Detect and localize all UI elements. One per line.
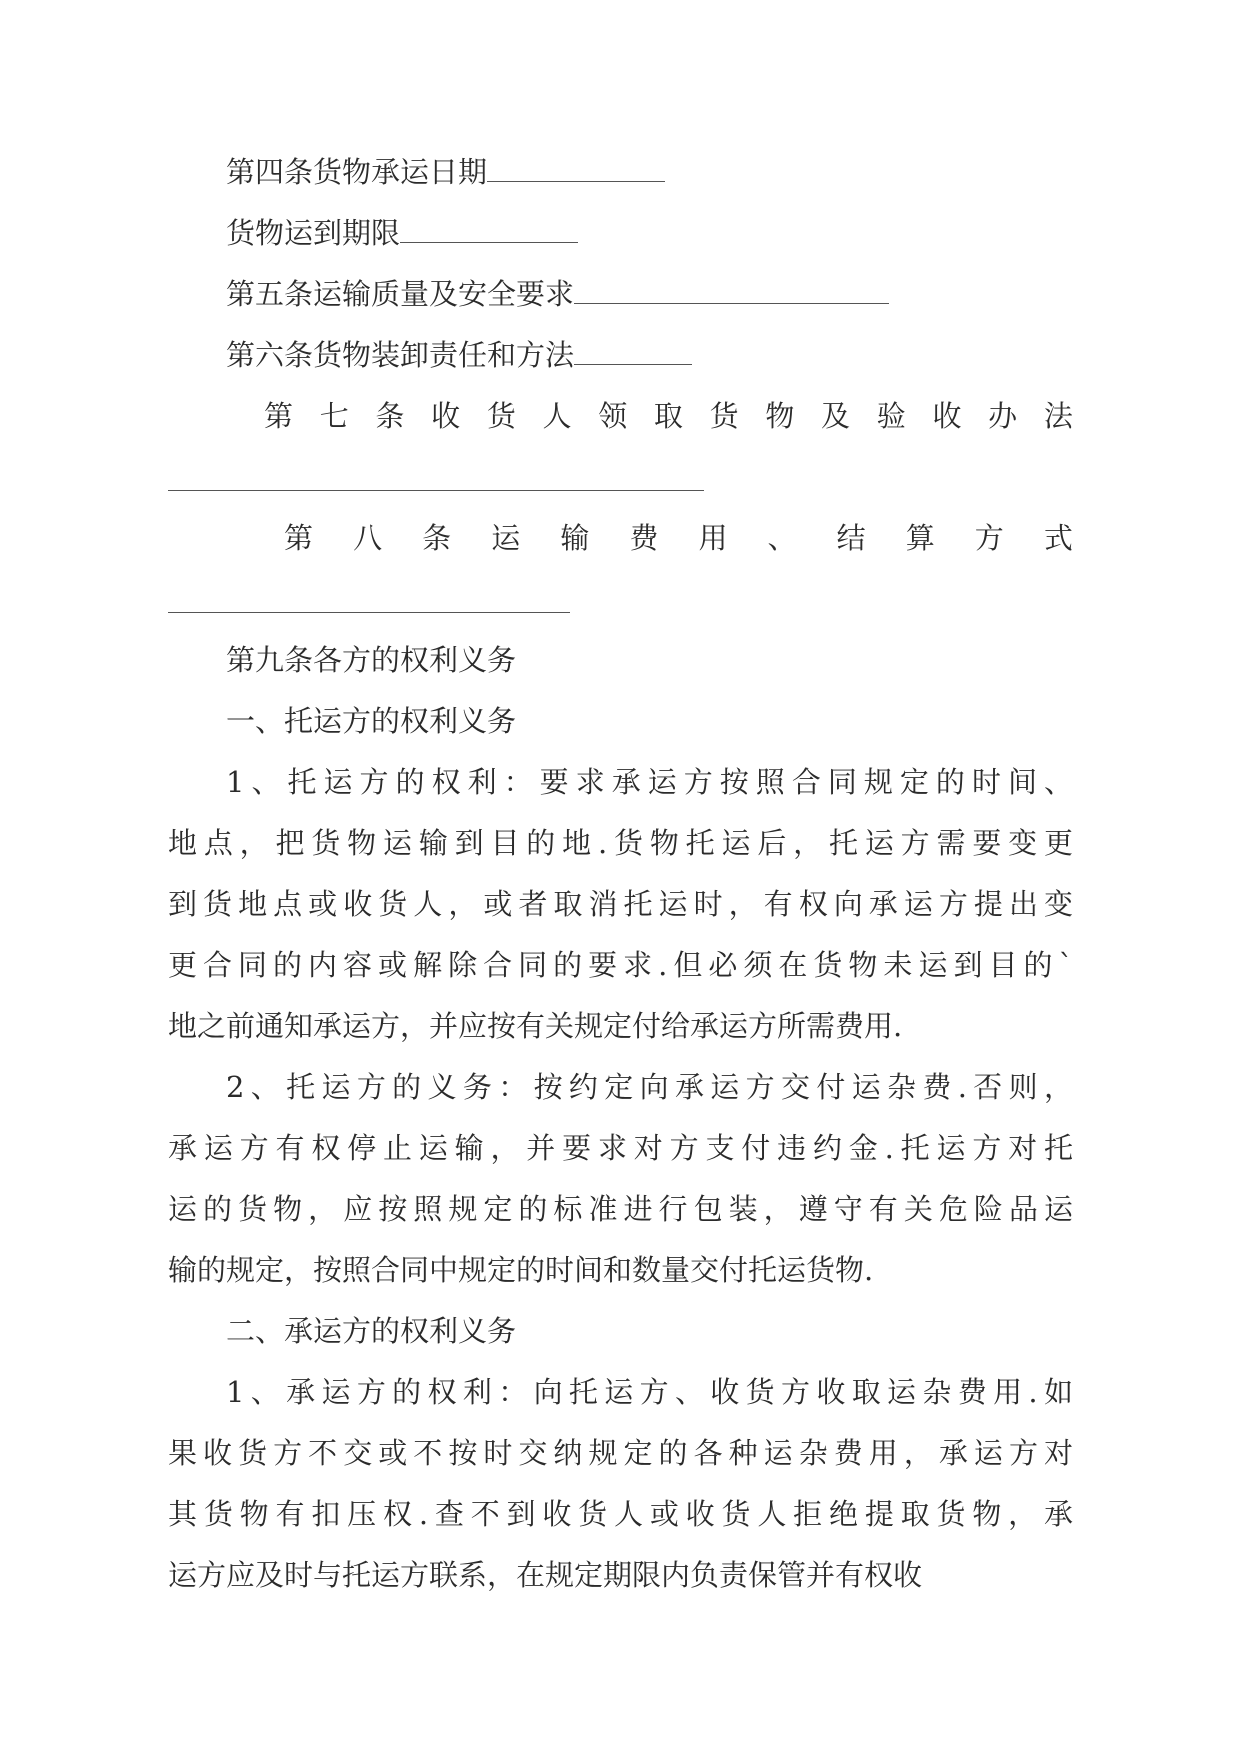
spaced-char: 第 xyxy=(284,521,314,555)
spaced-char: 条 xyxy=(422,521,452,555)
paragraph-line: 承运方有权停止运输，并要求对方支付违约金.托运方对托 xyxy=(168,1131,1073,1165)
paragraph-line: 1、托运方的权利：要求承运方按照合同规定的时间、 xyxy=(226,765,1073,799)
paragraph-line: 地点，把货物运输到目的地.货物托运后，托运方需要变更 xyxy=(168,826,1073,860)
paragraph-shipper-rights xyxy=(168,752,1073,1057)
blank-field xyxy=(574,280,889,304)
article-8-blank xyxy=(168,569,1073,630)
arrival-limit-text: 货物运到期限 xyxy=(226,216,401,250)
spaced-char: 运 xyxy=(491,521,521,555)
spaced-char: 及 xyxy=(821,399,851,433)
blank-field xyxy=(400,219,578,243)
spaced-char: 式 xyxy=(1043,521,1073,555)
paragraph-line: 运的货物，应按照规定的标准进行包装，遵守有关危险品运 xyxy=(168,1192,1073,1226)
spaced-char: 货 xyxy=(709,399,739,433)
blank-field xyxy=(487,158,665,182)
spaced-char: 取 xyxy=(653,399,683,433)
spaced-char: 条 xyxy=(375,399,405,433)
spaced-char: 货 xyxy=(486,399,516,433)
article-6-text: 第六条货物装卸责任和方法 xyxy=(226,338,575,372)
section-1-heading: 一、托运方的权利义务 xyxy=(226,704,517,738)
spaced-char: 第 xyxy=(264,399,294,433)
spaced-char: 验 xyxy=(876,399,906,433)
article-7-line xyxy=(168,386,1073,447)
blank-field xyxy=(574,341,692,365)
spaced-char: 算 xyxy=(905,521,935,555)
spaced-char: 收 xyxy=(431,399,461,433)
article-8-line xyxy=(168,508,1073,569)
paragraph-line: 更合同的内容或解除合同的要求.但必须在货物未运到目的` xyxy=(168,948,1073,982)
spaced-char: 结 xyxy=(836,521,866,555)
spaced-char: 办 xyxy=(988,399,1018,433)
article-7-blank xyxy=(168,447,1073,508)
spaced-char: 物 xyxy=(765,399,795,433)
paragraph-line: 其货物有扣压权.查不到收货人或收货人拒绝提取货物，承 xyxy=(168,1497,1073,1531)
spaced-char: 、 xyxy=(767,521,797,555)
article-9-heading: 第九条各方的权利义务 xyxy=(226,643,517,677)
paragraph-line: 运方应及时与托运方联系，在规定期限内负责保管并有权收 xyxy=(168,1558,923,1592)
paragraph-line: 2、托运方的义务：按约定向承运方交付运杂费.否则， xyxy=(226,1070,1073,1104)
spaced-char: 法 xyxy=(1043,399,1073,433)
arrival-limit-line xyxy=(168,203,1073,264)
spaced-char: 费 xyxy=(629,521,659,555)
article-5-text: 第五条运输质量及安全要求 xyxy=(226,277,575,311)
document-body xyxy=(168,142,1073,1606)
spaced-char: 领 xyxy=(598,399,628,433)
spaced-char: 人 xyxy=(542,399,572,433)
article-4-text: 第四条货物承运日期 xyxy=(226,155,488,189)
paragraph-line: 输的规定，按照合同中规定的时间和数量交付托运货物. xyxy=(168,1253,874,1287)
article-4-line xyxy=(168,142,1073,203)
spaced-char: 用 xyxy=(698,521,728,555)
spaced-char: 七 xyxy=(319,399,349,433)
paragraph-line: 果收货方不交或不按时交纳规定的各种运杂费用，承运方对 xyxy=(168,1436,1073,1470)
paragraph-line: 地之前通知承运方，并应按有关规定付给承运方所需费用. xyxy=(168,1009,903,1043)
spaced-char: 输 xyxy=(560,521,590,555)
paragraph-line: 到货地点或收货人，或者取消托运时，有权向承运方提出变 xyxy=(168,887,1073,921)
paragraph-shipper-duties xyxy=(168,1057,1073,1301)
spaced-char: 方 xyxy=(974,521,1004,555)
article-6-line xyxy=(168,325,1073,386)
paragraph-carrier-rights xyxy=(168,1362,1073,1606)
article-5-line xyxy=(168,264,1073,325)
spaced-char: 收 xyxy=(932,399,962,433)
spaced-char: 八 xyxy=(353,521,383,555)
section-2-heading: 二、承运方的权利义务 xyxy=(226,1314,517,1348)
paragraph-line: 1、承运方的权利：向托运方、收货方收取运杂费用.如 xyxy=(226,1375,1073,1409)
